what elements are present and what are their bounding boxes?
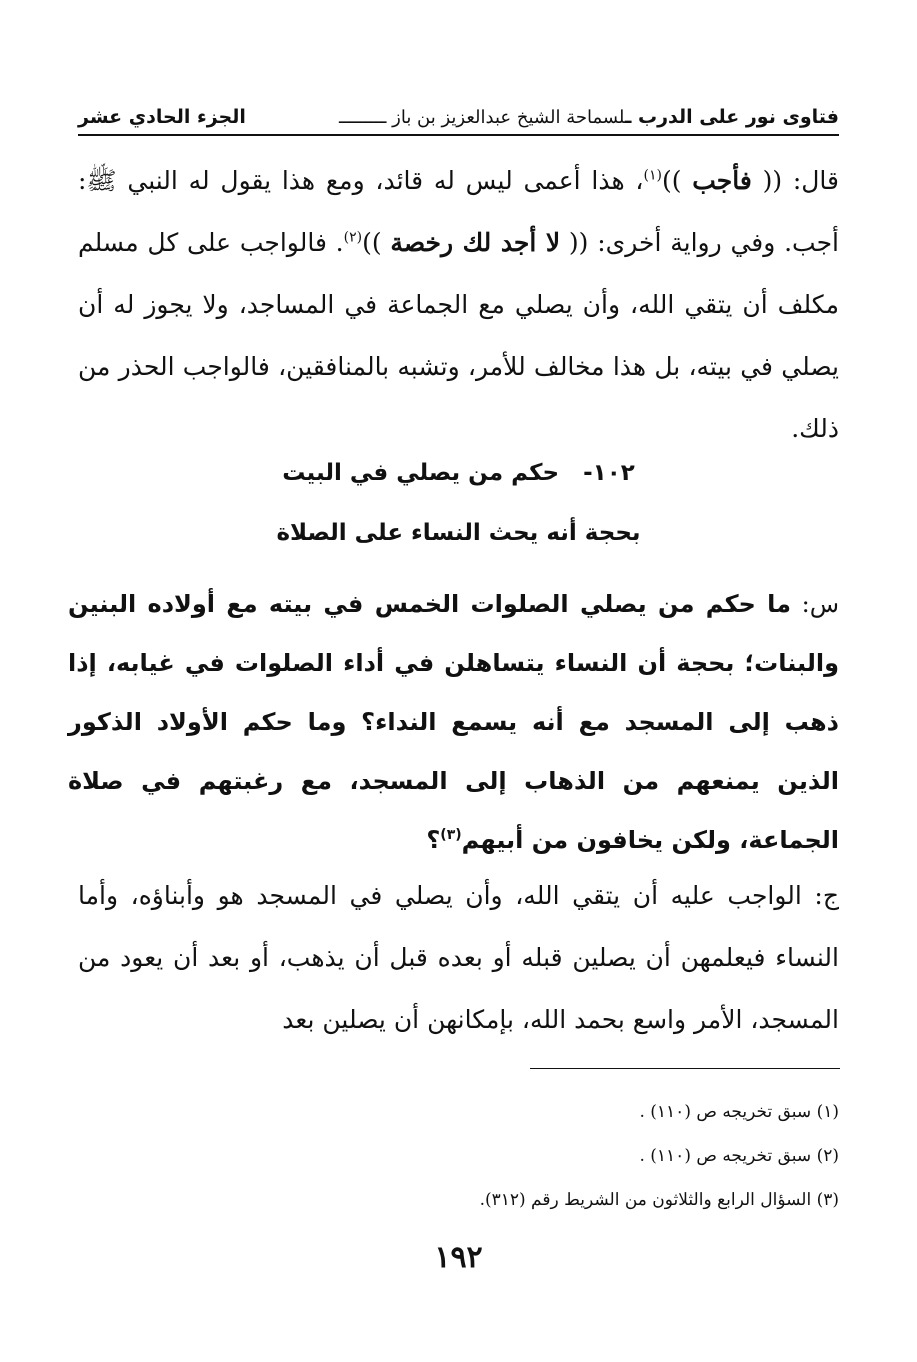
text-segment: . فالواجب على كل مسلم مكلف أن يتقي الله، وأن يصلي مع الجماعة في المساجد، ولا يجوز له أن يصلي في بيته، بل هذا مخالف للأمر، وتشبه بالمنافقين، فالواجب الحذر من ذلك.	[78, 228, 839, 443]
footnotes	[300, 1090, 839, 1222]
footnote-separator	[530, 1068, 840, 1069]
text-segment: قال: ((	[751, 166, 839, 195]
page-number: ١٩٢	[434, 1240, 483, 1275]
header-book-title	[339, 106, 839, 128]
question-label: س:	[791, 590, 839, 618]
intro-paragraph	[78, 150, 839, 460]
question-mark: ؟	[426, 826, 441, 854]
section-title-line1: حكم من يصلي في البيت	[282, 460, 560, 486]
footnote-ref-2[interactable]: (٢)	[343, 229, 363, 246]
section-subheading: بحجة أنه يحث النساء على الصلاة	[276, 520, 641, 546]
footnote-ref-3[interactable]: (٣)	[440, 827, 462, 843]
footnote-2: (٢) سبق تخريجه ص (١١٠) .	[639, 1146, 839, 1166]
question-block	[68, 575, 839, 870]
footnote-1: (١) سبق تخريجه ص (١١٠) .	[639, 1102, 839, 1122]
question-text: ما حكم من يصلي الصلوات الخمس في بيته مع أولاده البنين والبنات؛ بحجة أن النساء يتساهلن في أداء الصلوات في غيابه، إذا ذهب إلى المسجد مع أنه يسمع النداء؟ وما حكم الأولاد الذكور الذين يمنعهم من الذهاب إلى المسجد، مع رغبتهم في صلاة الجماعة، ولكن يخافون من أبيهم	[68, 590, 839, 854]
footnote-3: (٣) السؤال الرابع والثلاثون من الشريط رقم (٣١٢).	[479, 1190, 839, 1210]
header-volume: الجزء الحادي عشر	[78, 106, 246, 128]
text-segment: ، هذا أعمى ليس له قائد، ومع هذا يقول له النبي ﷺ: أجب. وفي رواية أخرى: ((	[78, 166, 839, 257]
running-header	[78, 88, 839, 136]
footnote-ref-1[interactable]: (١)	[643, 167, 662, 184]
book-title: فتاوى نور على الدرب ـ	[624, 106, 839, 128]
text-segment: ))	[362, 228, 391, 257]
answer-paragraph: ج: الواجب عليه أن يتقي الله، وأن يصلي في المسجد هو وأبناؤه، وأما النساء فيعلمهن أن يصلين قبله أو بعده قبل أن يذهب، أو بعد أن يعود من المسجد، الأمر واسع بحمد الله، بإمكانهن أن يصلين بعد	[78, 881, 839, 1034]
text-segment: ))	[661, 166, 693, 195]
quoted-hadith-1: فأجب	[692, 166, 752, 195]
section-heading	[78, 460, 839, 486]
quoted-hadith-2: لا أجد لك رخصة	[390, 228, 561, 257]
author-name: لسماحة الشيخ عبدالعزيز بن باز ـــــــــ	[338, 107, 625, 128]
section-number: ١٠٢-	[583, 460, 635, 486]
